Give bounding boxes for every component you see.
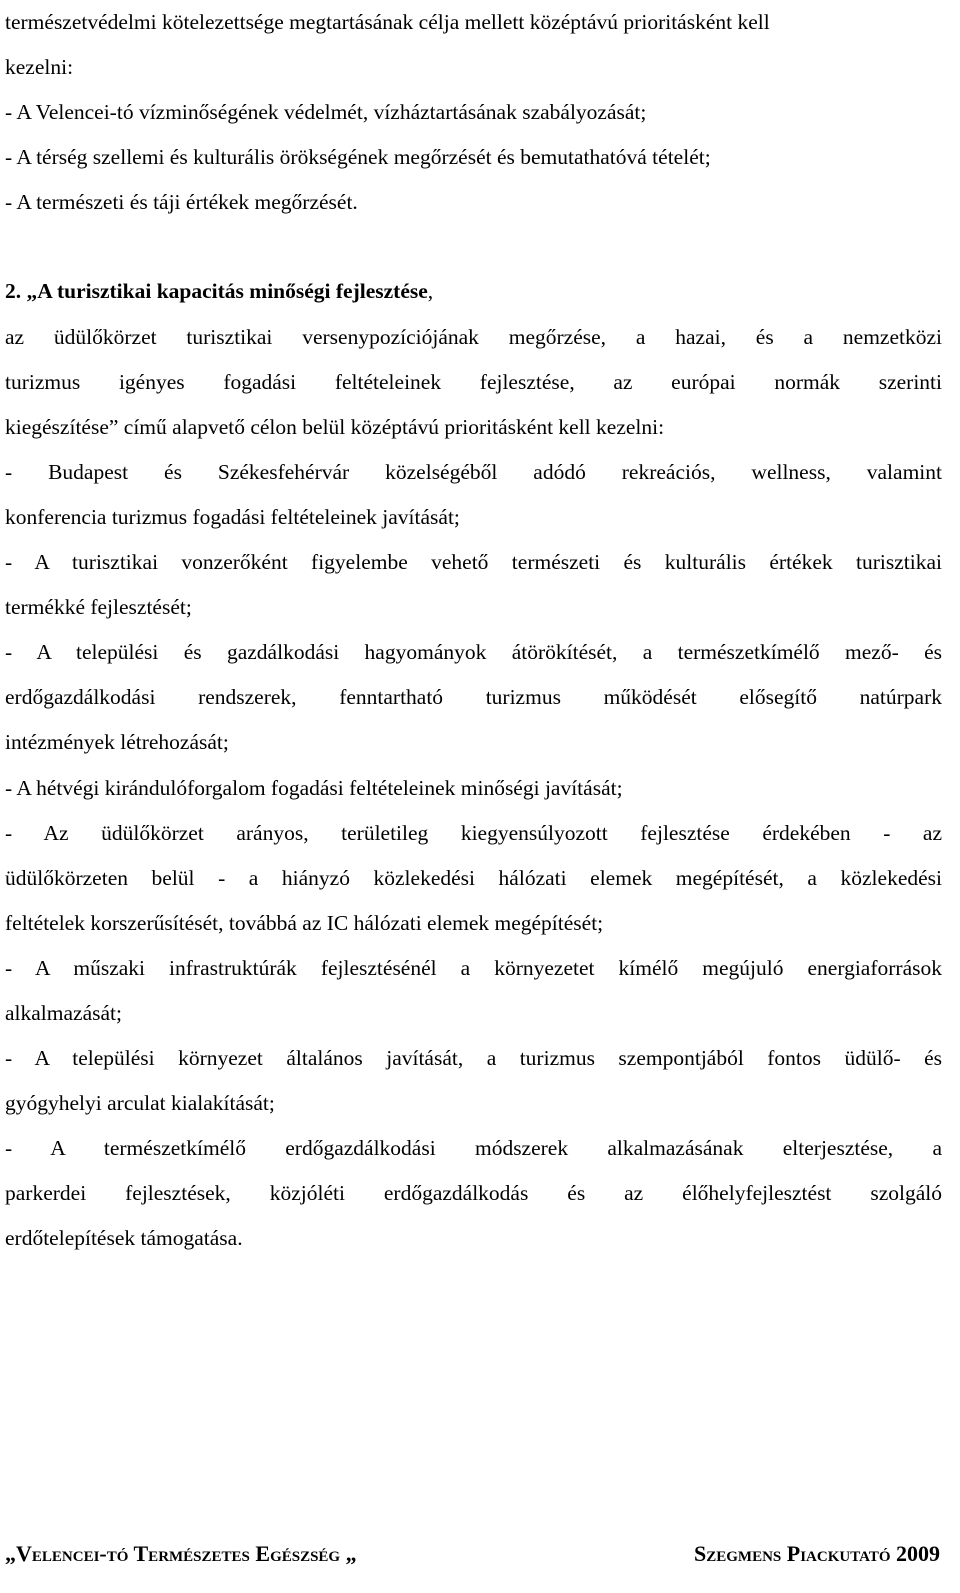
intro-bullet-2: - A térség szellemi és kulturális örökségének megőrzését és bemutathatóvá tételét; bbox=[5, 145, 711, 170]
section-line: gyógyhelyi arculat kialakítását; bbox=[5, 1091, 275, 1116]
document-body bbox=[5, 0, 942, 1262]
section-line: alkalmazását; bbox=[5, 1000, 122, 1025]
section-line: - Budapest és Székesfehérvár közelségéből adódó rekreációs, wellness, valamint bbox=[5, 459, 942, 484]
section-line: - A települési és gazdálkodási hagyományok átörökítését, a természetkímélő mező- és bbox=[5, 640, 942, 665]
section-line: erdőtelepítések támogatása. bbox=[5, 1226, 243, 1251]
intro-bullet-1: - A Velencei-tó vízminőségének védelmét, vízháztartásának szabályozását; bbox=[5, 100, 647, 125]
footer-right: Szegmens Piackutató 2009 bbox=[694, 1541, 940, 1566]
section-line: - A települési környezet általános javítását, a turizmus szempontjából fontos üdülő- és bbox=[5, 1046, 942, 1071]
paragraph-gap bbox=[5, 225, 942, 269]
section-line: - A turisztikai vonzerőként figyelembe vehető természeti és kulturális értékek turisztikai bbox=[5, 550, 942, 575]
section-title: „A turisztikai kapacitás minőségi fejlesztése bbox=[26, 279, 428, 304]
section-line: turizmus igényes fogadási feltételeinek fejlesztése, az európai normák szerinti bbox=[5, 369, 942, 394]
page-footer bbox=[5, 1539, 940, 1569]
section-line: erdőgazdálkodási rendszerek, fenntartható turizmus működését elősegítő natúrpark bbox=[5, 685, 942, 710]
section-line: - A természetkímélő erdőgazdálkodási módszerek alkalmazásának elterjesztése, a bbox=[5, 1136, 942, 1161]
section-line: az üdülőkörzet turisztikai versenypozíciójának megőrzése, a hazai, és a nemzetközi bbox=[5, 324, 942, 349]
footer-left: „Velencei-tó Természetes Egészség „ bbox=[5, 1541, 357, 1566]
section-heading bbox=[5, 269, 942, 314]
section-line: - Az üdülőkörzet arányos, területileg kiegyensúlyozott fejlesztése érdekében - az bbox=[5, 820, 942, 845]
intro-line-1: természetvédelmi kötelezettsége megtartásának célja mellett középtávú prioritásként kell bbox=[5, 10, 770, 34]
section-line: parkerdei fejlesztések, közjóléti erdőgazdálkodás és az élőhelyfejlesztést szolgáló bbox=[5, 1181, 942, 1206]
section-body bbox=[5, 315, 942, 1262]
section-line: kiegészítése” című alapvető célon belül középtávú prioritásként kell kezelni: bbox=[5, 414, 665, 439]
section-line: - A műszaki infrastruktúrák fejlesztésénél a környezetet kímélő megújuló energiaforrások bbox=[5, 955, 942, 980]
section-line: termékké fejlesztését; bbox=[5, 595, 192, 620]
section-line: intézmények létrehozását; bbox=[5, 730, 229, 755]
section-line: feltételek korszerűsítését, továbbá az IC hálózati elemek megépítését; bbox=[5, 910, 604, 935]
section-number: 2. bbox=[5, 279, 22, 304]
intro-bullet-3: - A természeti és táji értékek megőrzését. bbox=[5, 190, 358, 215]
section-line: konferencia turizmus fogadási feltételeinek javítását; bbox=[5, 504, 460, 529]
section-line: üdülőkörzeten belül - a hiányzó közlekedési hálózati elemek megépítését, a közlekedési bbox=[5, 865, 942, 890]
intro-line-2: kezelni: bbox=[5, 55, 74, 80]
section-title-suffix: , bbox=[427, 279, 434, 304]
section-line: - A hétvégi kirándulóforgalom fogadási feltételeinek minőségi javítását; bbox=[5, 775, 623, 800]
